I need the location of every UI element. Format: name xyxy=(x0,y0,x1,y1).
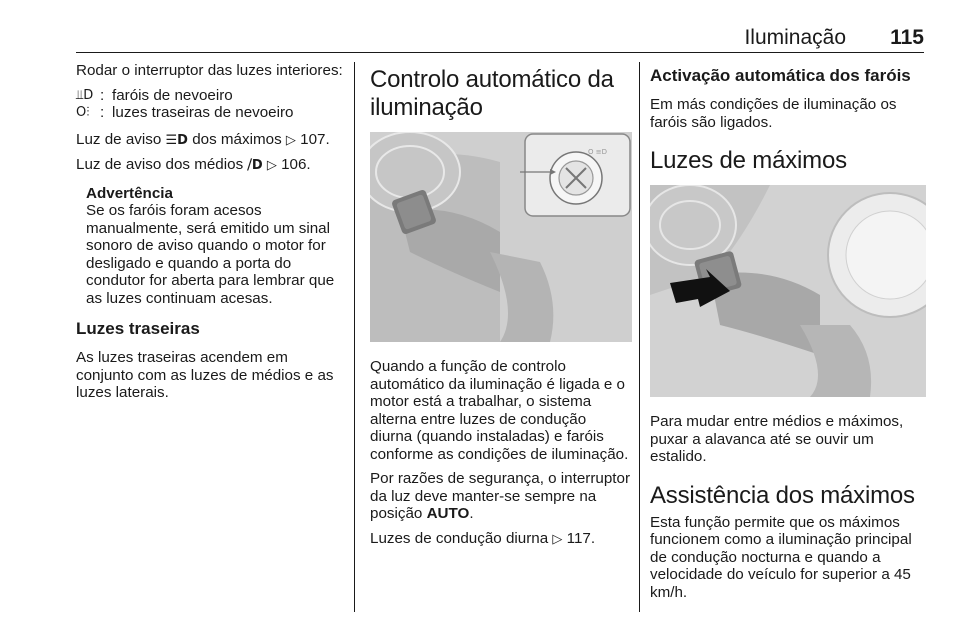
high-beam-lever-illustration xyxy=(650,185,926,397)
high-beam-heading: Luzes de máximos xyxy=(650,147,847,174)
low-beam-warning-line: Luz de aviso dos médios ⧸D ▷ 106. xyxy=(76,156,311,173)
list-item-text: faróis de nevoeiro xyxy=(112,86,233,104)
list-item: ⫫D : faróis de nevoeiro xyxy=(76,86,233,104)
column-middle xyxy=(370,62,632,555)
page-ref: 107. xyxy=(300,130,330,148)
page-header xyxy=(76,22,924,53)
high-beam-warning-line: Luz de aviso ☰D dos máximos ▷ 107. xyxy=(76,130,330,148)
light-switch-illustration xyxy=(370,132,632,342)
auto-headlights-heading: Activação automática dos faróis xyxy=(650,66,911,85)
auto-lighting-para-1: Quando a função de controlo automático da iluminação é ligada e o motor está a trabalhar, o sistema alterna entre luzes de condução diurna (quando instaladas) e faróis conforme as condições de iluminação. xyxy=(370,358,629,463)
auto-lighting-para-2: Por razões de segurança, o interruptor da luz deve manter-se sempre na posição AUTO. xyxy=(370,470,631,522)
page-ref: 117. xyxy=(566,529,596,547)
auto-position-label: AUTO xyxy=(426,505,470,522)
auto-lighting-heading: Controlo automático da iluminação xyxy=(370,66,614,121)
rear-lights-heading: Luzes traseiras xyxy=(76,319,200,338)
section-title: Iluminação xyxy=(744,26,846,49)
page-ref-icon: ▷ xyxy=(285,132,296,148)
fog-light-rear-icon: O⫶ xyxy=(76,105,90,120)
auto-headlights-text: Em más condições de iluminação os faróis são ligados. xyxy=(650,96,897,131)
intro-text: Rodar o interruptor das luzes interiores: xyxy=(76,62,343,79)
list-item-text: luzes traseiras de nevoeiro xyxy=(112,104,294,121)
assist-heading: Assistência dos máximos xyxy=(650,481,915,509)
column-left xyxy=(76,62,344,409)
column-divider-1 xyxy=(354,62,355,612)
rear-lights-text: As luzes traseiras acendem em conjunto com as luzes de médios e as luzes laterais. xyxy=(76,349,334,401)
light-switch-drawing xyxy=(370,132,632,342)
fog-light-front-icon: ⫫D xyxy=(76,87,94,103)
page-ref-icon: ▷ xyxy=(266,158,277,173)
assist-text: Esta função permite que os máximos funcionem como a iluminação principal de condução nocturna e quando a velocidade do veículo for superior a 45 km/h. xyxy=(650,513,912,601)
page-ref-icon: ▷ xyxy=(552,531,563,547)
warning-note xyxy=(86,185,344,308)
column-right xyxy=(650,62,928,608)
page-number: 115 xyxy=(890,26,924,49)
low-beam-icon: ⧸D xyxy=(247,158,263,173)
list-item: O⫶ : luzes traseiras de nevoeiro xyxy=(76,104,294,121)
svg-text:O ≡D: O ≡D xyxy=(588,148,607,156)
column-divider-2 xyxy=(639,62,640,612)
warning-title: Advertência xyxy=(86,184,173,202)
high-beam-text: Para mudar entre médios e máximos, puxar a alavanca até se ouvir um estalido. xyxy=(650,413,904,465)
high-beam-lever-drawing xyxy=(650,185,926,397)
high-beam-icon: ☰D xyxy=(165,132,188,148)
auto-lighting-para-3: Luzes de condução diurna ▷ 117. xyxy=(370,529,596,547)
page-ref: 106. xyxy=(281,156,311,173)
warning-text: Se os faróis foram acesos manualmente, será emitido um sinal sonoro de aviso quando o motor for desligado e quando a porta do condutor for aberta para lembrar que as luzes continuam acesas. xyxy=(86,202,335,307)
